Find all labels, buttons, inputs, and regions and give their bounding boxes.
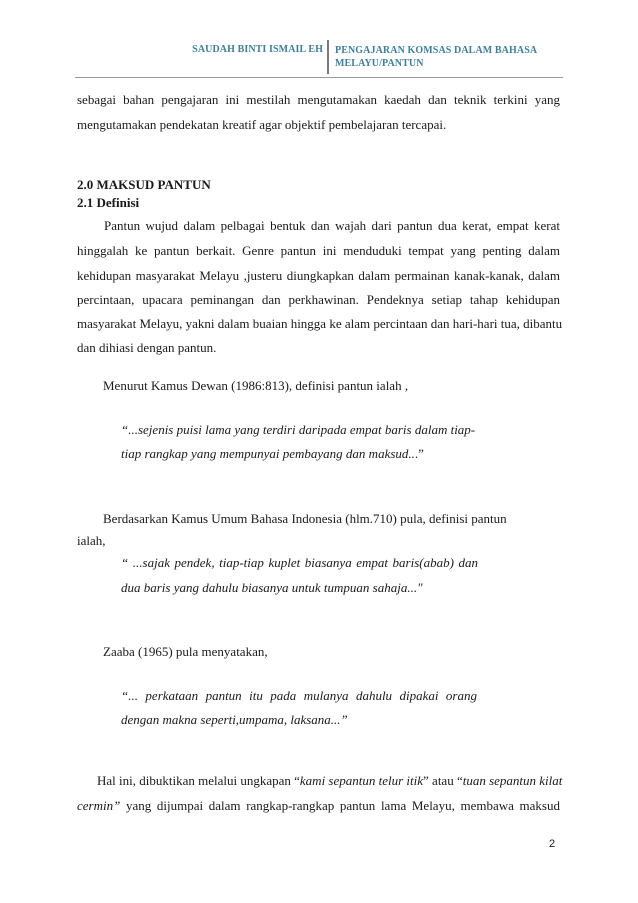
conclusion-text-rest: yang dijumpai dalam rangkap-rangkap pantun lama Melayu, membawa maksud	[120, 798, 560, 813]
definition-line-3: kehidupan masyarakat Melayu ,justeru diungkapkan dalam permainan kanak-kanak, dalam	[77, 268, 560, 283]
conclusion-line-2	[77, 798, 560, 814]
definition-line-6: dan dihiasi dengan pantun.	[77, 340, 217, 355]
header-title	[335, 44, 575, 70]
kamus-dewan-intro: Menurut Kamus Dewan (1986:813), definisi pantun ialah ,	[103, 378, 409, 393]
subsection-heading: 2.1 Definisi	[77, 195, 140, 210]
quote-2-line-2: dua baris yang dahulu biasanya untuk tumpuan sahaja..."	[121, 580, 423, 595]
definition-line-2: hinggalah ke pantun berkait. Genre pantun ini menduduki tempat yang penting dalam	[77, 243, 560, 258]
conclusion-line-1	[97, 773, 563, 789]
header-author: SAUDAH BINTI ISMAIL EH	[192, 44, 323, 55]
conclusion-phrase-2-end: cermin”	[77, 798, 121, 813]
quote-1-line-2	[121, 446, 541, 462]
quote-2-line-1: “ ...sajak pendek, tiap-tiap kuplet biasanya empat baris(abab) dan	[121, 555, 478, 570]
section-heading: 2.0 MAKSUD PANTUN	[77, 177, 211, 192]
quote-1-line-2-end: .”	[414, 446, 424, 461]
conclusion-text-b: ” atau “	[423, 773, 463, 788]
intro-line-1: sebagai bahan pengajaran ini mestilah mengutamakan kaedah dan teknik terkini yang	[77, 92, 560, 107]
kamus-umum-intro-line-1: Berdasarkan Kamus Umum Bahasa Indonesia (hlm.710) pula, definisi pantun	[103, 511, 507, 526]
quote-1-line-1: “...sejenis puisi lama yang terdiri daripada empat baris dalam tiap-	[121, 422, 476, 437]
header-divider	[327, 40, 329, 74]
definition-line-5: masyarakat Melayu, yakni dalam buaian hingga ke alam percintaan dan hari-hari tua, dibantu	[77, 316, 563, 331]
zaaba-intro: Zaaba (1965) pula menyatakan,	[103, 644, 268, 659]
definition-line-1: Pantun wujud dalam pelbagai bentuk dan wajah dari pantun dua kerat, empat kerat	[104, 218, 560, 233]
kamus-umum-intro-line-2: ialah,	[77, 533, 106, 548]
intro-line-2: mengutamakan pendekatan kreatif agar objektif pembelajaran tercapai.	[77, 117, 447, 132]
conclusion-text-a: Hal ini, dibuktikan melalui ungkapan “	[97, 773, 300, 788]
quote-3-line-2: dengan makna seperti,umpama, laksana...”	[121, 712, 348, 727]
header-title-line1: PENGAJARAN KOMSAS DALAM BAHASA	[335, 45, 538, 56]
header-title-line2: MELAYU/PANTUN	[335, 58, 424, 69]
header-rule	[75, 77, 563, 78]
definition-line-4: percintaan, upacara peminangan dan perkhawinan. Pendeknya setiap tahap kehidupan	[77, 292, 560, 307]
page-number: 2	[549, 838, 556, 850]
conclusion-phrase-1: kami sepantun telur itik	[299, 773, 424, 788]
quote-1-line-2-italic: tiap rangkap yang mempunyai pembayang dan maksud..	[121, 446, 415, 461]
page-header	[0, 40, 638, 74]
quote-3-line-1: “... perkataan pantun itu pada mulanya dahulu dipakai orang	[121, 688, 477, 703]
conclusion-phrase-2: tuan sepantun kilat	[462, 773, 563, 788]
